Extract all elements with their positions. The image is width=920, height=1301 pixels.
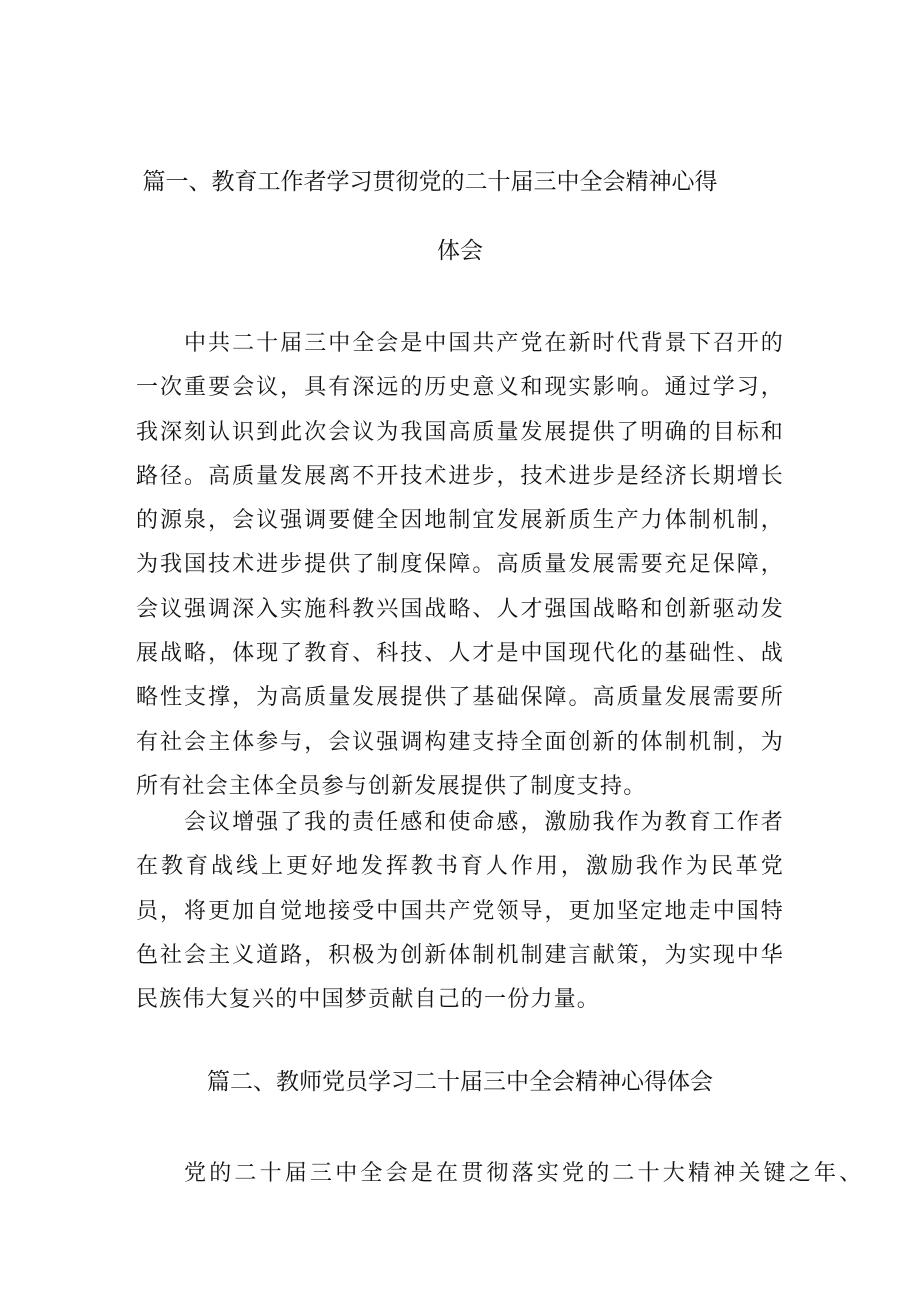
section1-title-line1: 篇一、教育工作者学习贯彻党的二十届三中全会精神心得	[142, 169, 718, 195]
section1-title-line2: 体会	[437, 238, 483, 264]
section1-paragraph-1: 中共二十届三中全会是中国共产党在新时代背景下召开的一次重要会议，具有深远的历史意义和现实影响。通过学习，我深刻认识到此次会议为我国高质量发展提供了明确的目标和路径。高质量发展离不开技术进步，技术进步是经济长期增长的源泉，会议强调要健全因地制宜发展新质生产力体制机制，为我国技术进步提供了制度保障。高质量发展需要充足保障，会议强调深入实施科教兴国战略、人才强国战略和创新驱动发展战略，体现了教育、科技、人才是中国现代化的基础性、战略性支撑，为高质量发展提供了基础保障。高质量发展需要所有社会主体参与，会议强调构建支持全面创新的体制机制，为所有社会主体全员参与创新发展提供了制度支持。	[136, 331, 784, 799]
section2-title: 篇二、教师党员学习二十届三中全会精神心得体会	[207, 1069, 713, 1095]
section1-paragraph-2: 会议增强了我的责任感和使命感，激励我作为教育工作者在教育战线上更好地发挥教书育人作用，激励我作为民革党员，将更加自觉地接受中国共产党领导，更加坚定地走中国特色社会主义道路，积极为创新体制机制建言献策，为实现中华民族伟大复兴的中国梦贡献自己的一份力量。	[136, 810, 784, 1013]
section2-paragraph-1: 党的二十届三中全会是在贯彻落实党的二十大精神关键之年、	[184, 1161, 865, 1186]
